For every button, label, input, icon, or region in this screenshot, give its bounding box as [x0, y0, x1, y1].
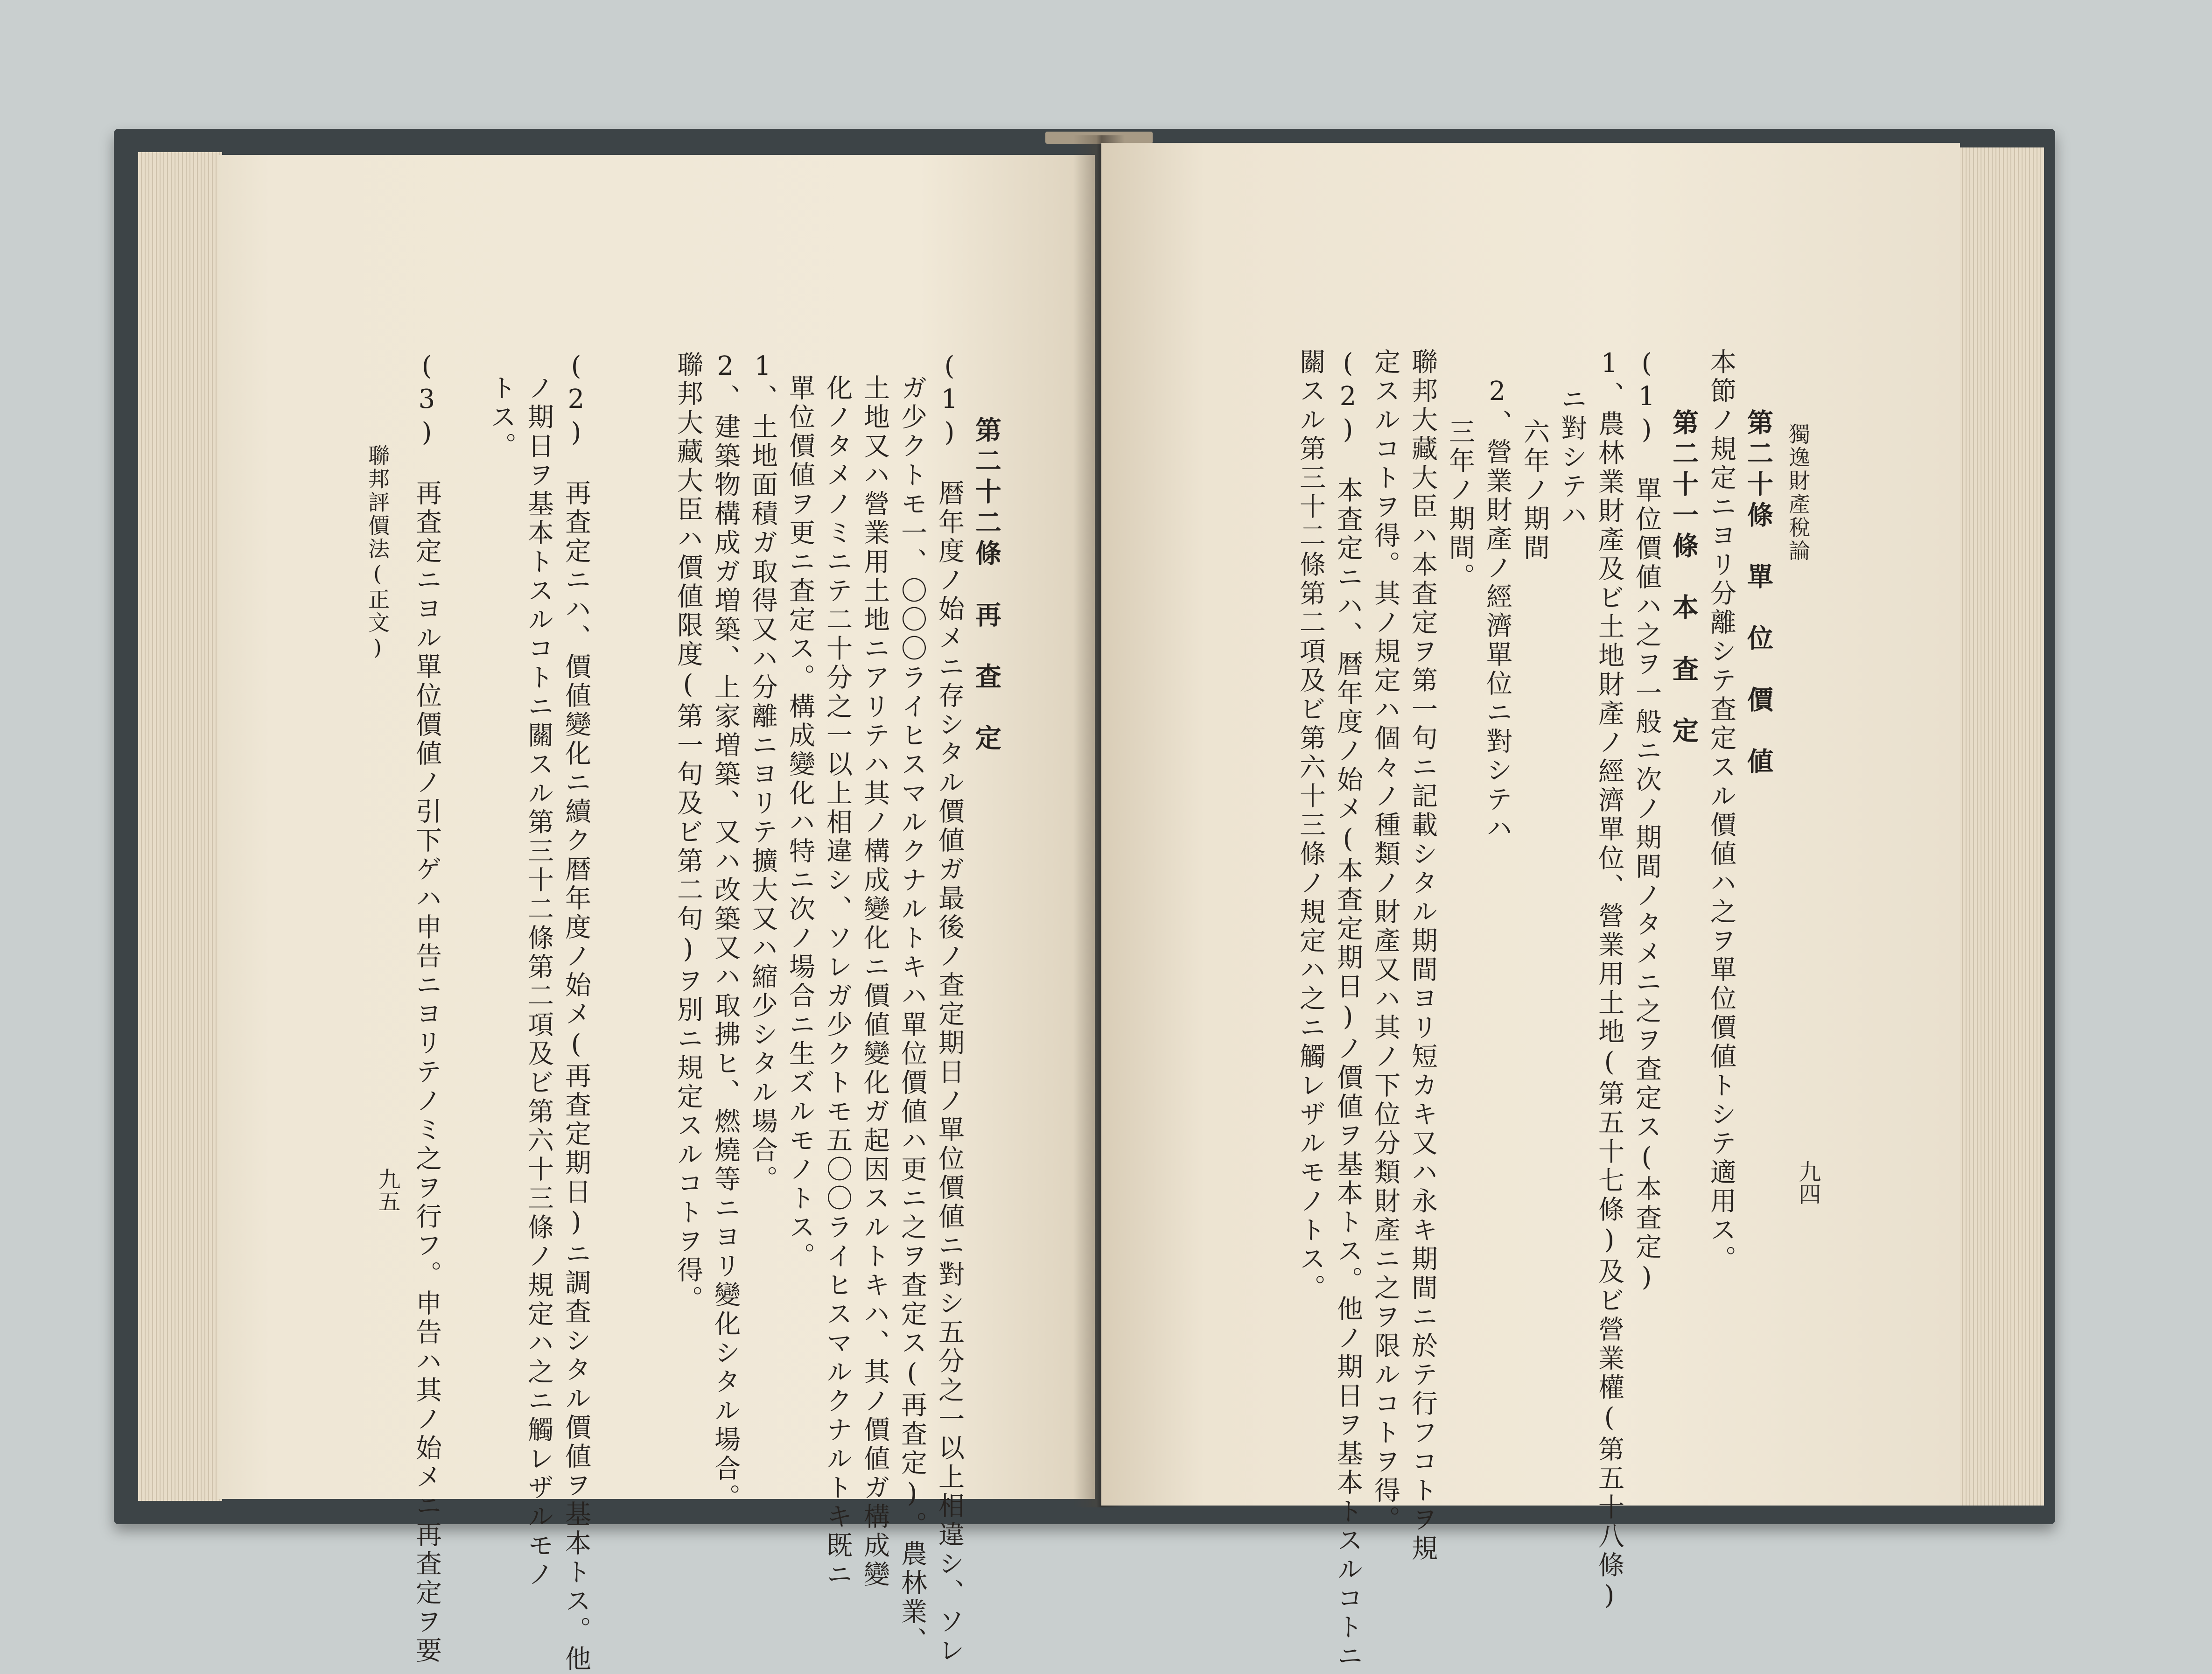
text-column: (1) 暦年度ノ始メニ存シタル價値ガ最後ノ査定期日ノ單位價値ニ對シ五分之一以上相違シ、ソレ: [934, 351, 965, 1666]
text-column: ノ期日ヲ基本トスルコトニ關スル第三十二條第二項及ビ第六十三條ノ規定ハ之ニ觸レザルモノ: [524, 374, 554, 1590]
text-column: 化ノタメノミニテ二十分之一以上相違シ、ソレガ少クトモ五〇〇ライヒスマルクナルトキ既ニ: [822, 374, 853, 1590]
section-heading: 第二十條 單 位 價 値: [1743, 409, 1774, 778]
text-column: 2、營業財產ノ經濟單位ニ對シテハ: [1482, 376, 1512, 843]
text-column: 1、土地面積ガ取得又ハ分離ニヨリテ擴大又ハ縮少シタル場合。: [748, 351, 778, 1194]
text-column: 三年ノ期間。: [1445, 418, 1475, 592]
text-column: 聯邦大藏大臣ハ本査定ヲ第一句ニ記載シタル期間ヨリ短カキ又ハ永キ期間ニ於テ行フコトヲ規: [1407, 348, 1438, 1563]
page-number: 九四: [1795, 1160, 1821, 1205]
text-column: (3) 再査定ニヨル單位價値ノ引下ゲハ申告ニヨリテノミ之ヲ行フ。申告ハ其ノ始メニ再査定ヲ要: [412, 351, 442, 1666]
text-column: 1、農林業財產及ビ土地財產ノ經濟單位、營業用土地(第五十七條)及ビ營業權(第五十八條): [1594, 348, 1624, 1613]
text-column: 聯邦大藏大臣ハ價値限度(第一句及ビ第二句)ヲ別ニ規定スルコトヲ得。: [673, 351, 703, 1314]
page-edges-right: [1951, 147, 2044, 1506]
text-column: 單位價値ヲ更ニ査定ス。構成變化ハ特ニ次ノ場合ニ生ズルモノトス。: [785, 374, 815, 1271]
text-column: 土地又ハ營業用土地ニアリテハ其ノ構成變化ニ價値變化ガ起因スルトキハ、其ノ價値ガ構成變: [860, 374, 890, 1590]
left-page: [217, 155, 1095, 1674]
page-number: 九五: [374, 1168, 400, 1212]
text-column: 本節ノ規定ニヨリ分離シテ査定スル價値ハ之ヲ單位價値トシテ適用ス。: [1706, 348, 1736, 1274]
page-edges-left: [138, 152, 222, 1501]
text-column: (1) 單位價値ハ之ヲ一般ニ次ノ期間ノタメニ之ヲ査定ス(本査定): [1631, 348, 1662, 1295]
text-column: 六年ノ期間: [1519, 418, 1550, 563]
section-heading: 第二十一條 本 査 定: [1668, 409, 1699, 748]
footer-title: 聯邦評價法(正文): [365, 444, 390, 662]
text-column: 關スル第三十二條第二項及ビ第六十三條ノ規定ハ之ニ觸レザルモノトス。: [1295, 348, 1326, 1303]
section-heading: 第二十二條 再 査 定: [971, 416, 1002, 755]
text-column: ニ對シテハ: [1557, 385, 1587, 530]
text-column: 2、建築物構成ガ増築、上家増築、又ハ改築又ハ取拂ヒ、燃燒等ニヨリ變化シタル場合。: [710, 351, 741, 1513]
text-column: トス。: [486, 374, 517, 461]
text-column: ガ少クトモ一、〇〇〇ライヒスマルクナルトキハ單位價値ハ更ニ之ヲ査定ス(再査定)。農林業、: [897, 374, 927, 1656]
text-column: (2) 再査定ニハ、價値變化ニ續ク暦年度ノ始メ(再査定期日)ニ調査シタル價値ヲ基本トス。他: [561, 351, 591, 1674]
text-column: (2) 本査定ニハ、暦年度ノ始メ(本査定期日)ノ價値ヲ基本トス。他ノ期日ヲ基本トスルコトニ: [1333, 348, 1363, 1671]
header-title: 獨逸財產稅論: [1785, 423, 1811, 563]
right-page: [1101, 143, 1960, 1671]
text-column: 定スルコトヲ得。其ノ規定ハ個々ノ種類ノ財產又ハ其ノ下位分類財產ニ之ヲ限ルコトヲ得。: [1370, 348, 1400, 1534]
